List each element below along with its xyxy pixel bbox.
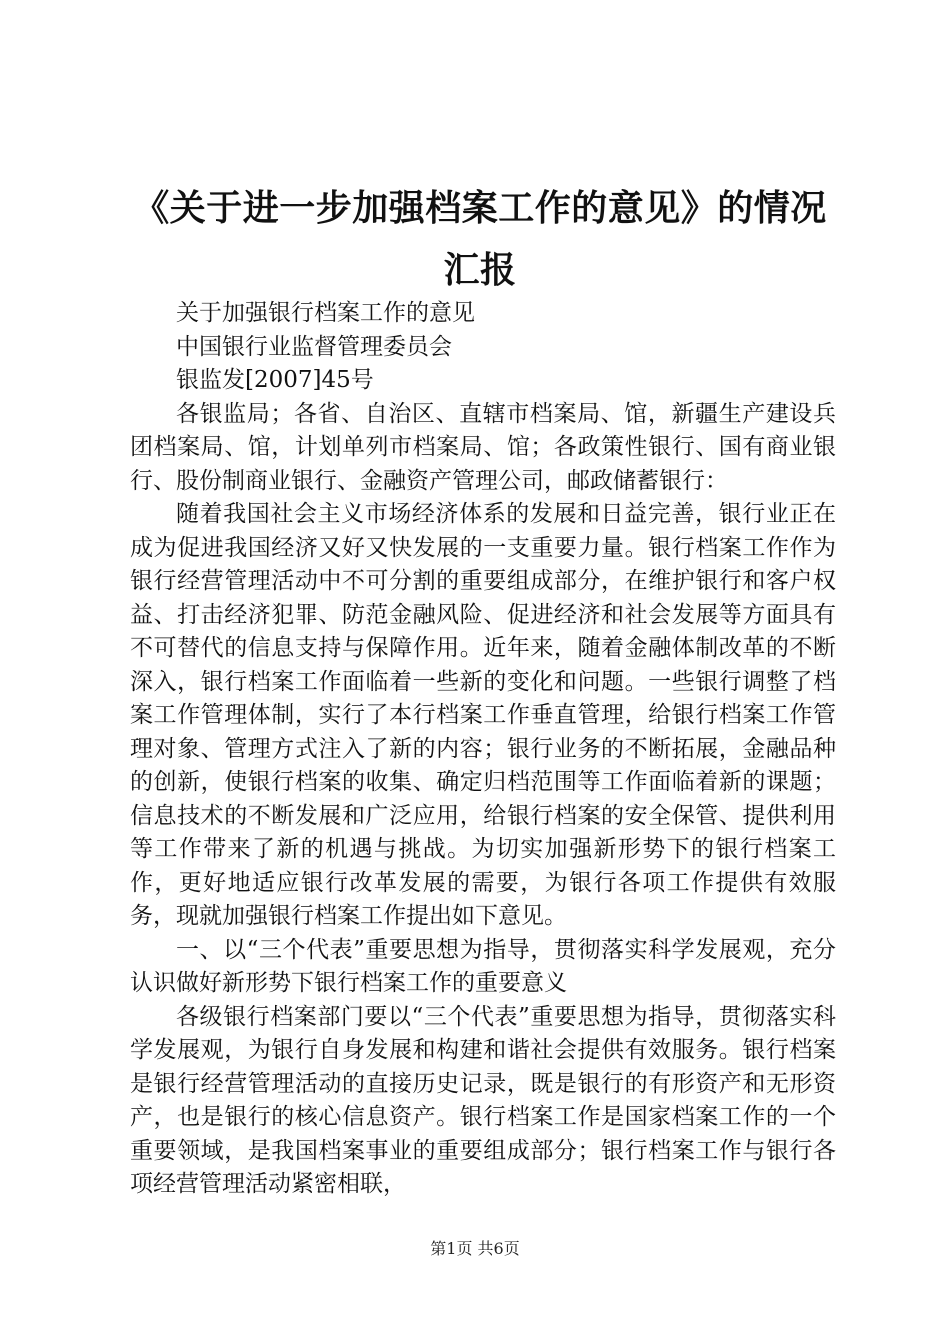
- paragraph-section-heading: 一、以“三个代表”重要思想为指导，贯彻落实科学发展观，充分认识做好新形势下银行档案工作的重要意义: [130, 936, 836, 996]
- paragraph-issuer: 中国银行业监督管理委员会: [176, 333, 452, 360]
- paragraph-background: 随着我国社会主义市场经济体系的发展和日益完善，银行业正在成为促进我国经济又好又快发展的一支重要力量。银行档案工作作为银行经营管理活动中不可分割的重要组成部分，在维护银行和客户权益、打击经济犯罪、防范金融风险、促进经济和社会发展等方面具有不可替代的信息支持与保障作用。近年来，随着金融体制改革的不断深入，银行档案工作面临着一些新的变化和问题。一些银行调整了档案工作管理体制，实行了本行档案工作垂直管理，给银行档案工作管理对象、管理方式注入了新的内容；银行业务的不断拓展，金融品种的创新，使银行档案的收集、确定归档范围等工作面临着新的课题；信息技术的不断发展和广泛应用，给银行档案的安全保管、提供利用等工作带来了新的机遇与挑战。为切实加强新形势下的银行档案工作，更好地适应银行改革发展的需要，为银行各项工作提供有效服务，现就加强银行档案工作提出如下意见。: [130, 501, 836, 929]
- paragraph-recipients: 各银监局；各省、自治区、直辖市档案局、馆，新疆生产建设兵团档案局、馆，计划单列市档案局、馆；各政策性银行、国有商业银行、股份制商业银行、金融资产管理公司，邮政储蓄银行：: [130, 400, 836, 494]
- document-title: 《关于进一步加强档案工作的意见》的情况汇报: [133, 188, 827, 291]
- paragraph-doc-number: 银监发[2007]45号: [176, 367, 374, 393]
- page-footer: 第1页 共6页: [430, 1239, 520, 1258]
- paragraph-section-body: 各级银行档案部门要以“三个代表”重要思想为指导，贯彻落实科学发展观，为银行自身发展和构建和谐社会提供有效服务。银行档案是银行经营管理活动的直接历史记录，既是银行的有形资产和无形资产，也是银行的核心信息资产。银行档案工作是国家档案工作的一个重要领域，是我国档案事业的重要组成部分；银行档案工作与银行各项经营管理活动紧密相联，: [130, 1003, 836, 1197]
- document-body: [130, 297, 836, 1202]
- paragraph-subtitle: 关于加强银行档案工作的意见: [176, 300, 475, 326]
